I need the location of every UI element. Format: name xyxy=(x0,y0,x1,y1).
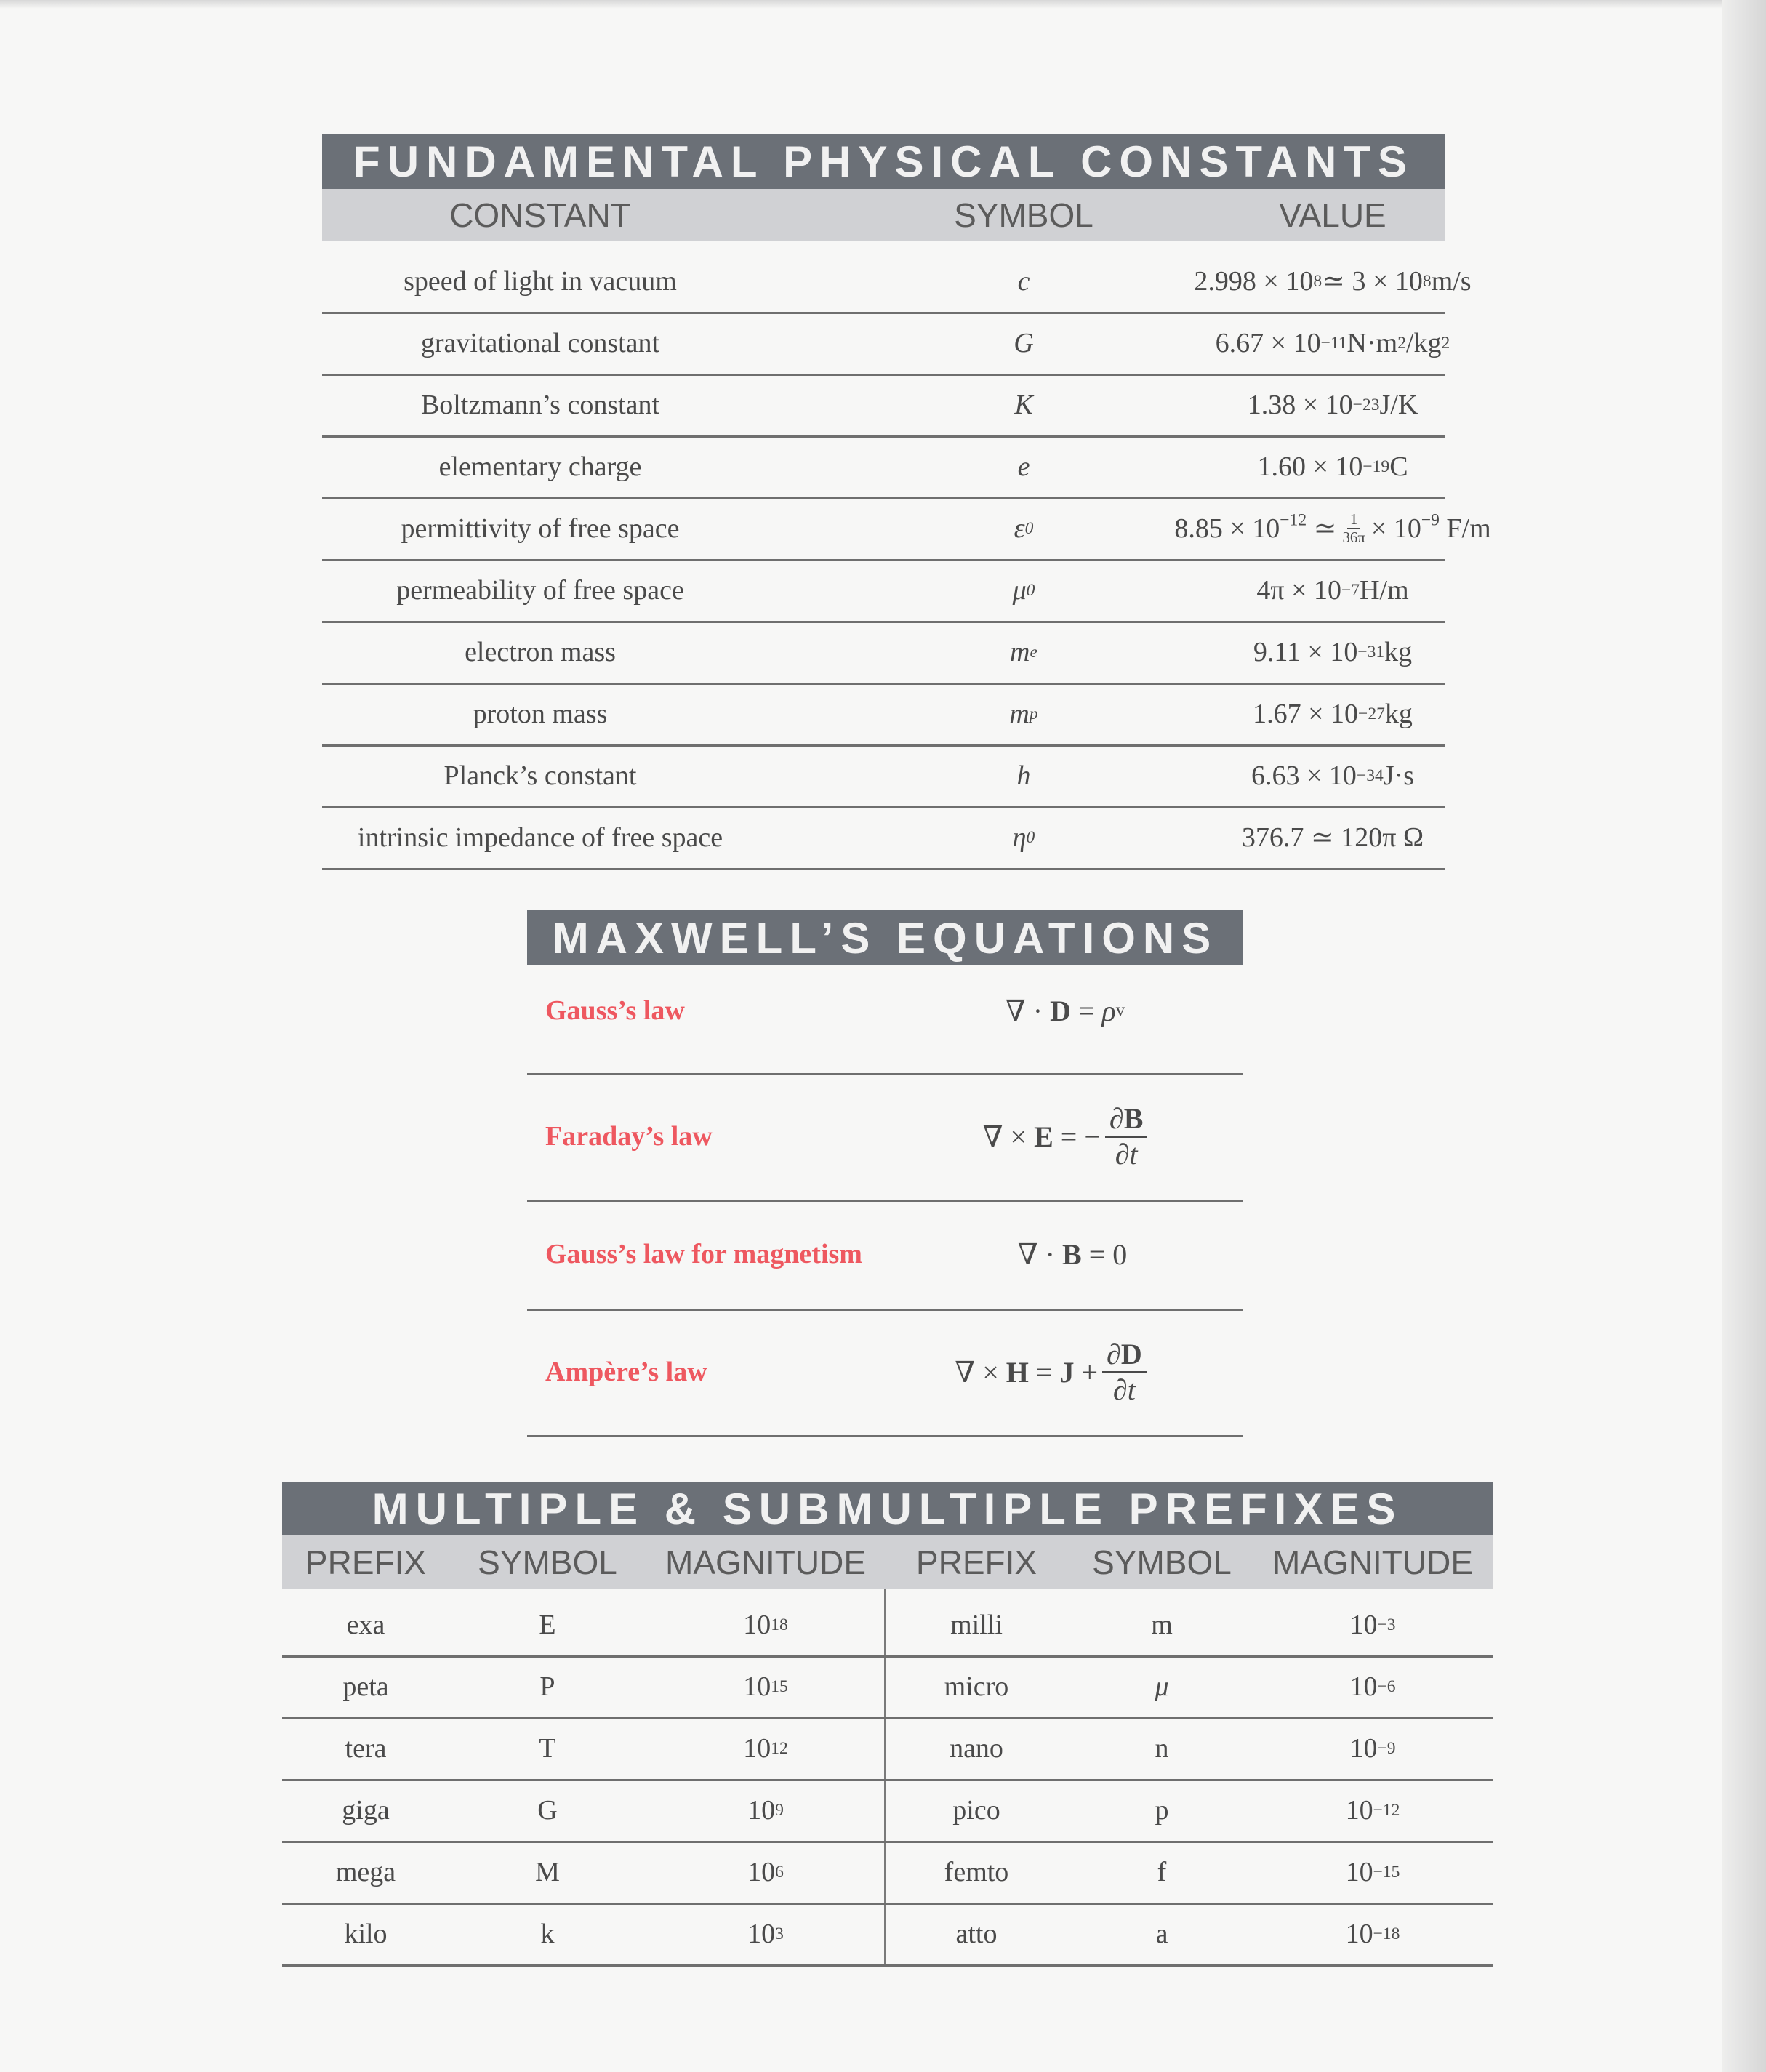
law-name: Faraday’s law xyxy=(545,1121,713,1152)
prefixes-row xyxy=(282,1779,1493,1843)
gauss-magnetism-equation: ∇ · B = 0 xyxy=(1017,1237,1128,1271)
constant-value: 376.7 ≃ 120π Ω xyxy=(1241,822,1424,853)
prefix-magnitude: 10 −3 xyxy=(1349,1609,1396,1640)
constants-row xyxy=(322,683,1445,747)
header-symbol: SYMBOL xyxy=(954,196,1093,234)
constant-value: 1.67 × 10 −27 kg xyxy=(1253,698,1413,729)
prefix-magnitude: 10 15 xyxy=(743,1671,788,1702)
constant-name: gravitational constant xyxy=(420,327,660,358)
prefix-name: mega xyxy=(335,1856,396,1887)
header-symbol-2: SYMBOL xyxy=(1092,1543,1232,1581)
gauss-law-equation: ∇ · D = ρ v xyxy=(1005,994,1125,1027)
prefix-symbol: f xyxy=(1157,1856,1167,1887)
constant-value: 6.67 × 10 −11 N·m 2 /kg 2 xyxy=(1215,327,1450,358)
prefix-symbol: k xyxy=(540,1918,555,1949)
prefix-magnitude: 10 −12 xyxy=(1345,1794,1400,1826)
prefix-symbol: p xyxy=(1155,1794,1169,1826)
constant-value: 4π × 10 −7 H/m xyxy=(1256,574,1409,606)
prefix-symbol: E xyxy=(539,1609,556,1640)
prefix-symbol: n xyxy=(1155,1732,1169,1764)
prefix-magnitude: 10 −9 xyxy=(1349,1732,1396,1764)
prefix-magnitude: 10 9 xyxy=(747,1794,784,1826)
faraday-law-equation: ∇ × E = − $\frac{\partial B}{\partial t}$ xyxy=(876,1073,1254,1200)
prefixes-row xyxy=(282,1841,1493,1905)
constant-name: intrinsic impedance of free space xyxy=(357,822,723,853)
constant-name: elementary charge xyxy=(438,451,642,482)
law-name: Gauss’s law xyxy=(545,995,685,1026)
prefix-name: femto xyxy=(944,1856,1009,1887)
page-edge-right xyxy=(1722,0,1766,2072)
header-value: VALUE xyxy=(1279,196,1386,234)
constants-row xyxy=(322,744,1445,808)
prefix-name: micro xyxy=(944,1671,1009,1702)
constants-row xyxy=(322,312,1450,376)
page-edge-top xyxy=(0,0,1766,9)
constants-row xyxy=(322,806,1445,870)
constant-symbol: m p xyxy=(1009,698,1038,729)
prefixes-title: MULTIPLE & SUBMULTIPLE PREFIXES xyxy=(282,1482,1493,1535)
constant-value: $8.85 \times 10^{-12}$ ≃ $\frac{1}{36\pi}$ × $10^{-9}$ F/m xyxy=(1174,510,1491,546)
prefix-magnitude: 10 −18 xyxy=(1345,1918,1400,1949)
law-name: Ampère’s law xyxy=(545,1357,707,1387)
prefix-name: kilo xyxy=(344,1918,388,1949)
prefix-symbol: G xyxy=(537,1794,558,1826)
header-symbol-1: SYMBOL xyxy=(478,1543,617,1581)
maxwell-title: MAXWELL’S EQUATIONS xyxy=(527,910,1243,965)
constant-symbol: h xyxy=(1016,760,1031,791)
constants-row xyxy=(322,559,1445,623)
constant-value: 6.63 × 10 −34 J·s xyxy=(1251,760,1414,791)
constants-row xyxy=(322,621,1445,685)
header-magnitude-1: MAGNITUDE xyxy=(665,1543,866,1581)
prefix-magnitude: 10 3 xyxy=(747,1918,784,1949)
prefix-symbol: P xyxy=(539,1671,555,1702)
constants-row xyxy=(322,435,1445,499)
constant-name: electron mass xyxy=(465,636,616,667)
maxwell-row-ampere xyxy=(527,1309,1243,1437)
prefixes-row xyxy=(282,1903,1493,1967)
constants-row xyxy=(322,497,1491,561)
constant-name: Planck’s constant xyxy=(443,760,637,791)
constant-symbol: η 0 xyxy=(1012,822,1035,853)
prefix-symbol: m xyxy=(1151,1609,1173,1640)
constants-row xyxy=(322,250,1472,314)
prefix-name: pico xyxy=(952,1794,1000,1826)
constant-symbol: m e xyxy=(1010,636,1037,667)
constants-header-row xyxy=(322,189,1445,241)
prefix-name: tera xyxy=(345,1732,387,1764)
prefix-magnitude: 10 6 xyxy=(747,1856,784,1887)
prefixes-row xyxy=(282,1717,1493,1781)
prefix-magnitude: 10 −15 xyxy=(1345,1856,1400,1887)
header-constant: CONSTANT xyxy=(449,196,631,234)
maxwell-row-gauss-magnetism xyxy=(527,1200,1243,1311)
prefixes-row xyxy=(282,1594,1493,1658)
maxwell-row-gauss xyxy=(527,965,1243,1075)
constant-name: permittivity of free space xyxy=(401,513,680,544)
constant-symbol: G xyxy=(1014,327,1034,358)
constant-symbol: μ 0 xyxy=(1012,574,1035,606)
constant-name: speed of light in vacuum xyxy=(404,265,677,297)
prefix-name: milli xyxy=(950,1609,1003,1640)
prefix-name: nano xyxy=(950,1732,1003,1764)
law-name: Gauss’s law for magnetism xyxy=(545,1239,862,1269)
constant-symbol: K xyxy=(1014,389,1033,420)
prefix-symbol: T xyxy=(539,1732,556,1764)
constant-value: 1.60 × 10 −19 C xyxy=(1257,451,1408,482)
prefixes-row xyxy=(282,1655,1493,1719)
header-prefix-1: PREFIX xyxy=(305,1543,427,1581)
constant-name: permeability of free space xyxy=(396,574,684,606)
constant-value: 9.11 × 10 −31 kg xyxy=(1253,636,1413,667)
constant-symbol: e xyxy=(1017,451,1030,482)
header-magnitude-2: MAGNITUDE xyxy=(1272,1543,1473,1581)
prefix-symbol: μ xyxy=(1155,1671,1169,1702)
prefix-magnitude: 10 18 xyxy=(743,1609,788,1640)
prefix-symbol: M xyxy=(535,1856,560,1887)
constant-value: 1.38 × 10 −23 J/K xyxy=(1247,389,1418,420)
prefix-name: peta xyxy=(342,1671,389,1702)
prefixes-header-row xyxy=(282,1535,1493,1589)
prefix-name: exa xyxy=(346,1609,385,1640)
constants-title: FUNDAMENTAL PHYSICAL CONSTANTS xyxy=(322,134,1445,189)
ampere-law-equation: ∇ × H = J + $\frac{\partial D}{\partial t}$ xyxy=(862,1309,1240,1435)
header-prefix-2: PREFIX xyxy=(915,1543,1037,1581)
prefix-magnitude: 10 12 xyxy=(743,1732,788,1764)
maxwell-row-faraday xyxy=(527,1073,1243,1202)
prefix-name: giga xyxy=(342,1794,390,1826)
constants-row xyxy=(322,374,1445,438)
prefix-magnitude: 10 −6 xyxy=(1349,1671,1396,1702)
constant-name: Boltzmann’s constant xyxy=(420,389,660,420)
prefix-symbol: a xyxy=(1155,1918,1168,1949)
constant-symbol: ε 0 xyxy=(1014,513,1034,544)
constant-value: 2.998 × 10 8 ≃ 3 × 10 8 m/s xyxy=(1194,265,1472,297)
prefix-name: atto xyxy=(955,1918,998,1949)
constant-name: proton mass xyxy=(473,698,608,729)
constant-symbol: c xyxy=(1017,265,1030,297)
